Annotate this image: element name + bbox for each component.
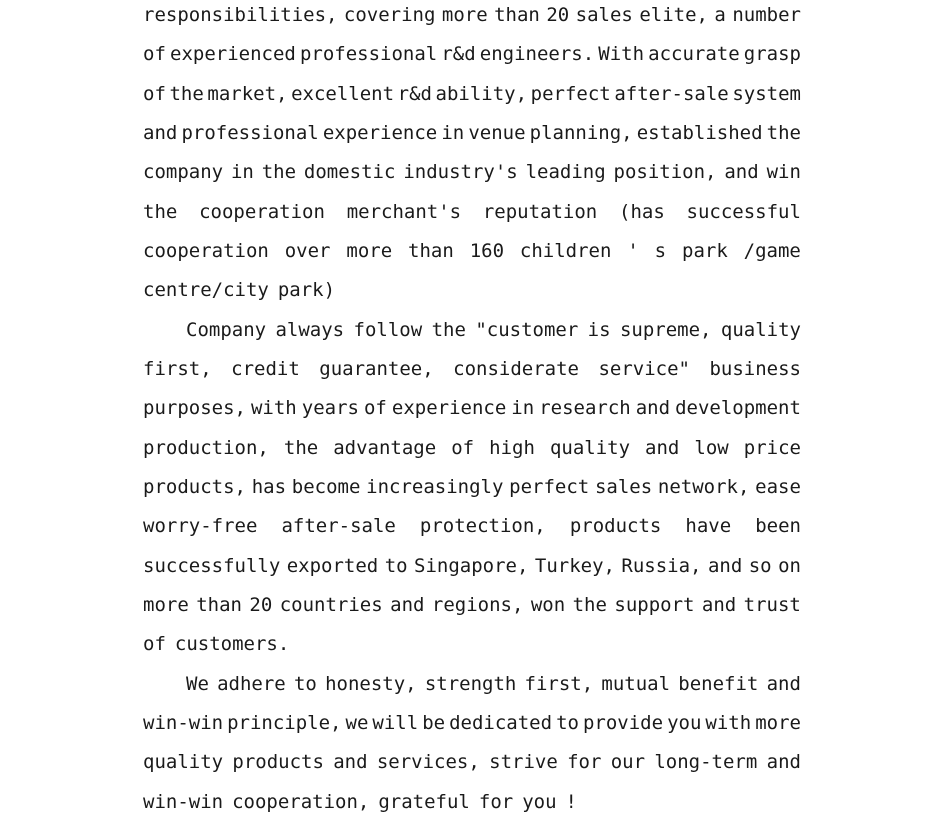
text-line: of customers. xyxy=(143,633,290,656)
text-line: win-win principle, we will be dedicated to provide you with more xyxy=(143,711,801,734)
body-text xyxy=(143,0,801,822)
text-line: first, credit guarantee, considerate service" business xyxy=(143,357,801,380)
text-line: win-win cooperation, grateful for you ! xyxy=(143,790,577,813)
text-line: and professional experience in venue planning, established the xyxy=(143,121,801,144)
text-line: products, has become increasingly perfect sales network, ease xyxy=(143,475,801,498)
text-line: company in the domestic industry's leading position, and win xyxy=(143,161,801,184)
text-line: quality products and services, strive for our long-term and xyxy=(143,751,801,774)
text-line: production, the advantage of high quality and low price xyxy=(143,436,801,459)
text-line: worry-free after-sale protection, products have been xyxy=(143,515,801,538)
text-line: of experienced professional r&d engineers. With accurate grasp xyxy=(143,43,801,66)
text-line: the cooperation merchant's reputation (has successful xyxy=(143,200,801,223)
text-line: purposes, with years of experience in research and development xyxy=(143,397,801,420)
text-line: Company always follow the "customer is supreme, quality xyxy=(186,318,801,341)
text-line: more than 20 countries and regions, won the support and trust xyxy=(143,593,801,616)
text-line: cooperation over more than 160 children ' s park /game xyxy=(143,239,801,262)
text-line: We adhere to honesty, strength first, mutual benefit and xyxy=(186,672,801,695)
text-line: centre/city park) xyxy=(143,279,336,302)
text-line: successfully exported to Singapore, Turkey, Russia, and so on xyxy=(143,554,801,577)
text-line: of the market, excellent r&d ability, perfect after-sale system xyxy=(143,82,801,105)
text-line: responsibilities, covering more than 20 sales elite, a number xyxy=(143,4,801,26)
